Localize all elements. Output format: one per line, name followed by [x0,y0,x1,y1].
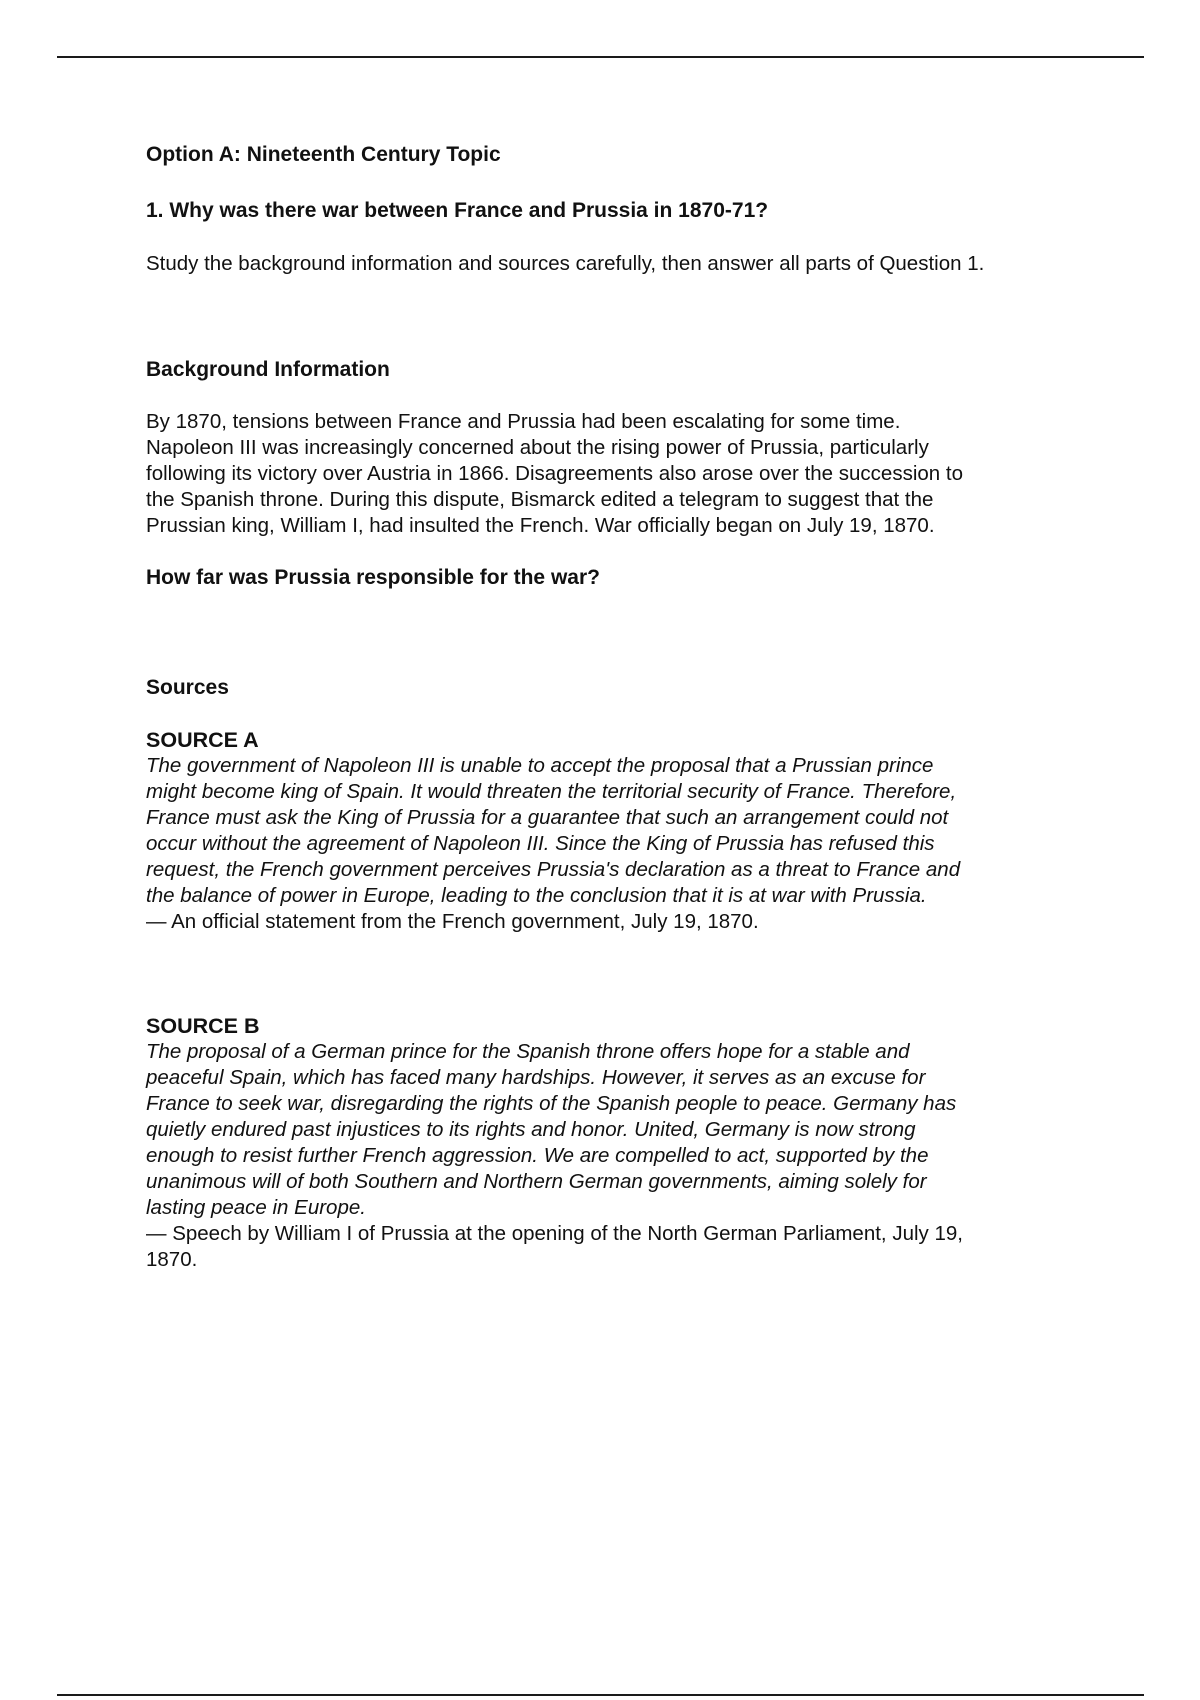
background-heading: Background Information [146,357,390,381]
background-paragraph [146,409,1066,539]
source-a-label: SOURCE A [146,728,259,753]
background-line: Prussian king, William I, had insulted the French. War officially began on July 19, 1870. [146,513,935,537]
quote-line: peaceful Spain, which has faced many hardships. However, it serves as an excuse for [146,1066,926,1090]
quote-line: might become king of Spain. It would threaten the territorial security of France. Therefore, [146,780,957,804]
sources-heading: Sources [146,676,229,699]
quote-line: the balance of power in Europe, leading to the conclusion that it is at war with Prussia. [146,884,927,908]
source-b-label: SOURCE B [146,1014,260,1039]
source-a [146,727,1066,935]
quote-line: quietly endured past injustices to its rights and honor. United, Germany is now strong [146,1118,916,1142]
attribution-line: 1870. [146,1248,198,1272]
quote-line: enough to resist further French aggression. We are compelled to act, supported by the [146,1144,929,1168]
attribution-line: — Speech by William I of Prussia at the opening of the North German Parliament, July 19, [146,1222,963,1246]
quote-line: The government of Napoleon III is unable to accept the proposal that a Prussian prince [146,754,934,778]
responsibility-question: How far was Prussia responsible for the war? [146,565,600,589]
quote-line: lasting peace in Europe. [146,1196,366,1220]
source-b-quote [146,1039,1066,1221]
quote-line: unanimous will of both Southern and Northern German governments, aiming solely for [146,1170,927,1194]
quote-line: request, the French government perceives Prussia's declaration as a threat to France and [146,858,961,882]
question-title: 1. Why was there war between France and Prussia in 1870-71? [146,199,769,223]
source-b [146,1013,1066,1273]
source-b-attribution [146,1221,1066,1273]
background-line: the Spanish throne. During this dispute, Bismarck edited a telegram to suggest that the [146,487,934,511]
background-line: By 1870, tensions between France and Prussia had been escalating for some time. [146,409,901,433]
quote-line: France must ask the King of Prussia for a guarantee that such an arrangement could not [146,806,949,830]
attribution-line: — An official statement from the French government, July 19, 1870. [146,910,759,934]
document-body [146,142,1066,1273]
top-rule [57,56,1144,58]
instructions-text: Study the background information and sources carefully, then answer all parts of Question 1. [146,251,985,275]
bottom-rule [57,1694,1144,1696]
option-title: Option A: Nineteenth Century Topic [146,143,501,166]
background-line: Napoleon III was increasingly concerned about the rising power of Prussia, particularly [146,435,929,459]
quote-line: France to seek war, disregarding the rights of the Spanish people to peace. Germany has [146,1092,957,1116]
quote-line: occur without the agreement of Napoleon III. Since the King of Prussia has refused this [146,832,935,856]
quote-line: The proposal of a German prince for the Spanish throne offers hope for a stable and [146,1040,910,1064]
background-line: following its victory over Austria in 1866. Disagreements also arose over the succession to [146,461,963,485]
source-a-attribution [146,909,1066,935]
source-a-quote [146,753,1066,909]
